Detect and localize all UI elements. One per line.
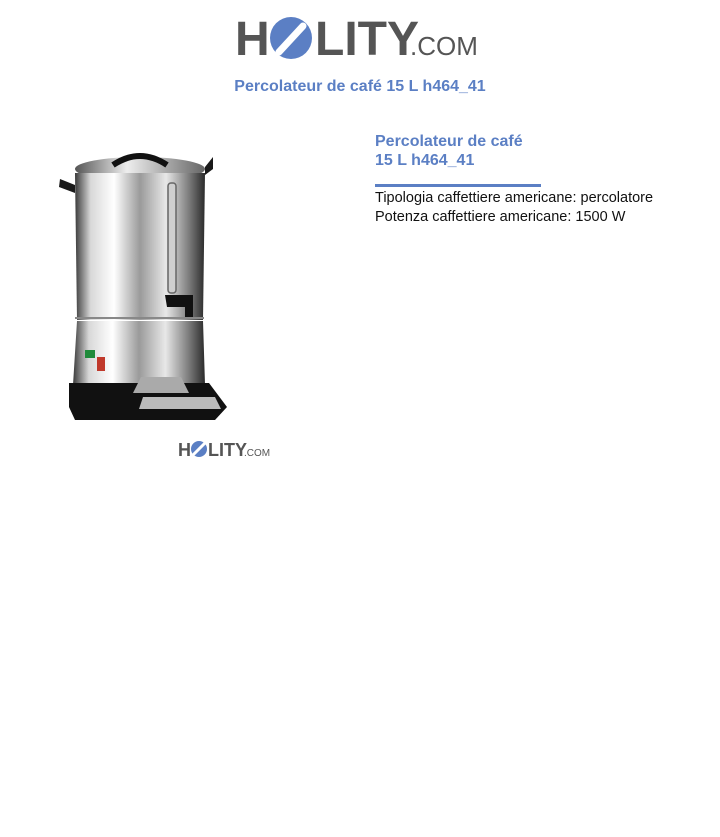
power-switch-icon <box>97 357 105 371</box>
svg-text:H: H <box>178 440 191 460</box>
brand-logo[interactable] <box>0 8 720 70</box>
svg-text:LITY: LITY <box>208 440 247 460</box>
spec-item-type: Tipologia caffettiere americane: percolatore <box>375 190 654 206</box>
logo-o-small-icon <box>191 441 207 457</box>
logo-letter-h: H <box>235 13 270 66</box>
spec-item-power: Potenza caffettiere americane: 1500 W <box>375 209 626 225</box>
left-handle-icon <box>59 179 75 193</box>
product-title-line1: Percolateur de café <box>375 133 523 150</box>
svg-text:.COM: .COM <box>244 448 271 459</box>
water-gauge-icon <box>168 183 176 293</box>
title-divider <box>375 184 541 187</box>
indicator-light-icon <box>85 350 95 358</box>
page-title: Percolateur de café 15 L h464_41 <box>234 78 486 95</box>
logo-domain: .COM <box>410 31 478 61</box>
product-title <box>375 132 695 170</box>
brand-logo-small <box>178 437 278 463</box>
logo-letters-lity: LITY <box>315 13 419 66</box>
product-info <box>375 132 695 227</box>
product-title-line2: 15 L h464_41 <box>375 152 475 169</box>
holity-logo-mark <box>235 8 485 70</box>
spec-list <box>375 189 695 227</box>
logo-o-icon <box>270 17 312 59</box>
product-image[interactable] <box>55 145 240 430</box>
